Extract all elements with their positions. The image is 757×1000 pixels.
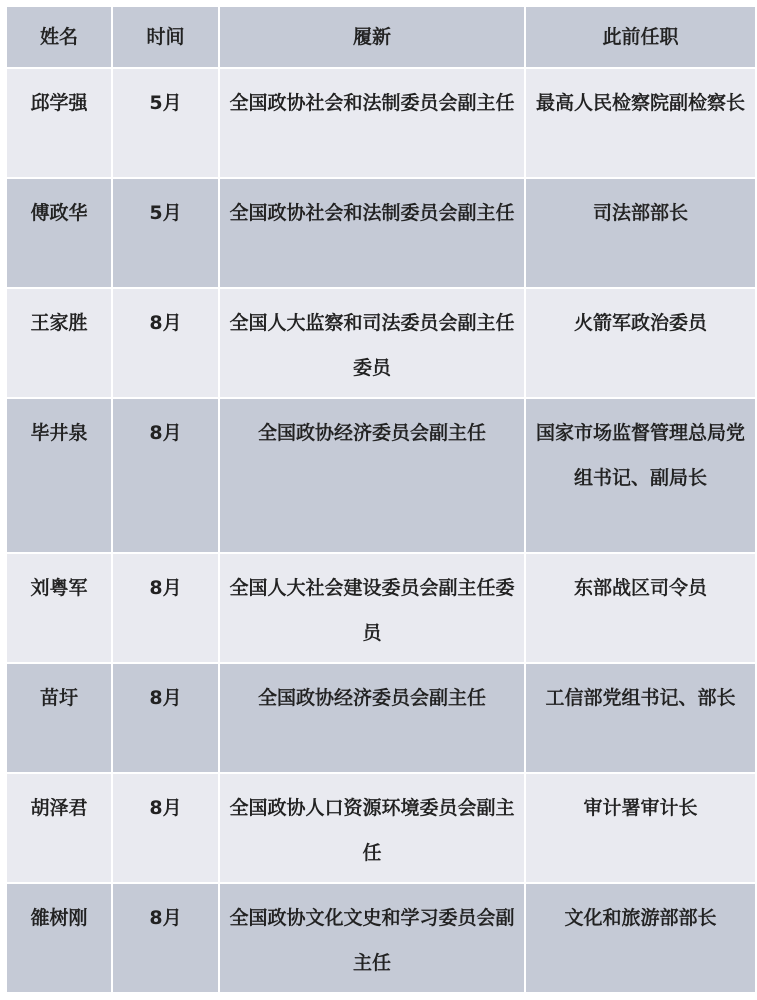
cell-new-post: 全国人大监察和司法委员会副主任委员 <box>219 288 525 398</box>
cell-new-post: 全国政协社会和法制委员会副主任 <box>219 178 525 288</box>
table-header-row <box>6 6 756 68</box>
cell-time: 8月 <box>112 288 219 398</box>
cell-new-post: 全国政协社会和法制委员会副主任 <box>219 68 525 178</box>
cell-name: 邱学强 <box>6 68 112 178</box>
cell-time: 5月 <box>112 178 219 288</box>
table-row <box>6 288 756 398</box>
cell-time: 5月 <box>112 68 219 178</box>
cell-time: 8月 <box>112 398 219 553</box>
cell-new-post: 全国政协人口资源环境委员会副主任 <box>219 773 525 883</box>
cell-new-post: 全国政协文化文史和学习委员会副主任 <box>219 883 525 993</box>
cell-name: 王家胜 <box>6 288 112 398</box>
cell-new-post: 全国人大社会建设委员会副主任委员 <box>219 553 525 663</box>
cell-name: 毕井泉 <box>6 398 112 553</box>
cell-time: 8月 <box>112 663 219 773</box>
cell-time: 8月 <box>112 883 219 993</box>
cell-previous-post: 文化和旅游部部长 <box>525 883 756 993</box>
cell-previous-post: 火箭军政治委员 <box>525 288 756 398</box>
header-name: 姓名 <box>6 6 112 68</box>
header-previous-post: 此前任职 <box>525 6 756 68</box>
table-row <box>6 178 756 288</box>
table-row <box>6 663 756 773</box>
cell-previous-post: 审计署审计长 <box>525 773 756 883</box>
appointments-table <box>5 5 757 994</box>
cell-time: 8月 <box>112 553 219 663</box>
cell-previous-post: 东部战区司令员 <box>525 553 756 663</box>
cell-previous-post: 国家市场监督管理总局党组书记、副局长 <box>525 398 756 553</box>
cell-previous-post: 司法部部长 <box>525 178 756 288</box>
table-row <box>6 553 756 663</box>
cell-name: 苗圩 <box>6 663 112 773</box>
header-new-post: 履新 <box>219 6 525 68</box>
cell-name: 傅政华 <box>6 178 112 288</box>
table-row <box>6 68 756 178</box>
cell-new-post: 全国政协经济委员会副主任 <box>219 398 525 553</box>
table-row <box>6 773 756 883</box>
table-row <box>6 883 756 993</box>
table-row <box>6 398 756 553</box>
cell-time: 8月 <box>112 773 219 883</box>
cell-previous-post: 最高人民检察院副检察长 <box>525 68 756 178</box>
cell-previous-post: 工信部党组书记、部长 <box>525 663 756 773</box>
cell-name: 雒树刚 <box>6 883 112 993</box>
cell-name: 刘粤军 <box>6 553 112 663</box>
cell-new-post: 全国政协经济委员会副主任 <box>219 663 525 773</box>
cell-name: 胡泽君 <box>6 773 112 883</box>
header-time: 时间 <box>112 6 219 68</box>
